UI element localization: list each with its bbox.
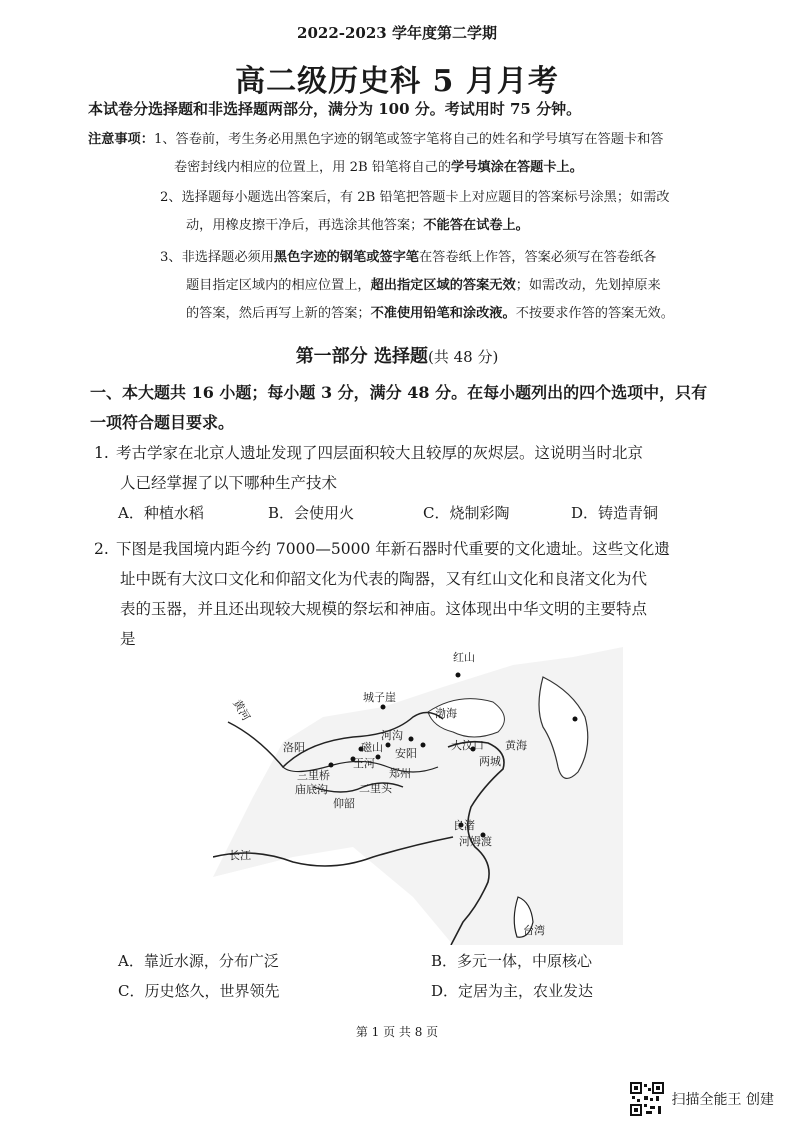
note-2-text-2a: 动，用橡皮擦干净后，再选涂其他答案； <box>186 218 424 233</box>
question-2-number: 2. <box>94 540 109 558</box>
q2-option-c[interactable]: C．历史悠久，世界领先 <box>118 982 280 1000</box>
note-3-text-1b: 黑色字迹的钢笔或签字笔 <box>273 250 419 265</box>
map-label-dawenkou: 大汶口 <box>451 739 484 752</box>
map-label-liangzhu: 良渚 <box>453 819 475 832</box>
question-2-line-4: 是 <box>120 630 136 648</box>
map-label-yangshao: 仰韶 <box>333 797 355 810</box>
map-label-miaodigou: 庙底沟 <box>295 783 328 796</box>
note-3-text-2b: 超出指定区域的答案无效 <box>370 278 516 293</box>
map-label-hongshan: 红山 <box>453 651 475 664</box>
map-label-anyang: 安阳 <box>395 747 417 760</box>
map-label-hemudu: 河姆渡 <box>459 835 492 848</box>
section-title: 第一部分 选择题 <box>295 346 428 367</box>
question-1-line-1: 考古学家在北京人遗址发现了四层面积较大且较厚的灰烬层。这说明当时北京 <box>116 444 644 462</box>
map-label-zhengzhou: 郑州 <box>389 767 411 780</box>
q2-option-a[interactable]: A．靠近水源，分布广泛 <box>118 952 279 970</box>
q1-option-b[interactable]: B．会使用火 <box>268 504 355 522</box>
note-3-line-3 <box>186 300 716 328</box>
note-3-text-1c: 在答卷纸上作答，答案必须写在答卷纸各 <box>418 250 657 265</box>
note-1-text-2b: 学号填涂在答题卡上。 <box>451 160 583 175</box>
note-3-text-1a: 3、非选择题必须用 <box>160 250 274 265</box>
q1-option-a[interactable]: A．种植水稻 <box>118 504 204 522</box>
question-2 <box>94 534 726 654</box>
note-2-text-2b: 不能答在试卷上。 <box>423 218 529 233</box>
question-2-line-3: 表的玉器，并且还出现较大规模的祭坛和神庙。这体现出中华文明的主要特点 <box>120 600 648 618</box>
qr-code-icon <box>630 1082 664 1116</box>
question-2-line-1: 下图是我国境内距今约 7000—5000 年新石器时代重要的文化遗址。这些文化遗 <box>116 540 670 558</box>
page-footer: 第 1 页 共 8 页 <box>355 1025 439 1039</box>
map-label-bohai: 渤海 <box>435 707 457 720</box>
q1-option-c[interactable]: C．烧制彩陶 <box>423 504 510 522</box>
map-label-huanghai: 黄海 <box>505 739 527 752</box>
note-1-line-2 <box>174 154 714 182</box>
question-1-line-2: 人已经掌握了以下哪种生产技术 <box>120 474 338 492</box>
note-3-line-2 <box>186 272 716 300</box>
map-label-chengziya: 城子崖 <box>363 691 396 704</box>
map-label-cishan: 磁山 <box>361 741 383 754</box>
part-intro-line-1: 一、本大题共 16 小题；每小题 3 分，满分 48 分。在每小题列出的四个选项中，只有 <box>90 383 708 402</box>
note-3-text-3c: 不按要求作答的答案无效。 <box>515 306 674 321</box>
map-label-changjiang: 长江 <box>229 849 251 862</box>
exam-intro: 本试卷分选择题和非选择题两部分，满分为 100 分。考试用时 75 分钟。 <box>88 100 582 118</box>
notes-label: 注意事项： <box>88 132 154 147</box>
note-2-line-1: 2、选择题每小题选出答案后，有 2B 铅笔把答题卡上对应题目的答案标号涂黑；如需改 <box>160 190 670 205</box>
question-2-options <box>118 950 718 1010</box>
question-1-options <box>118 502 718 526</box>
exam-title: 高二级历史科 5 月月考 <box>235 64 559 99</box>
note-3-text-3b: 不准使用铅笔和涂改液。 <box>370 306 516 321</box>
map-label-erlitou: 二里头 <box>359 782 392 795</box>
map-label-huanghe: 黄河 <box>230 697 253 724</box>
note-3-text-3a: 的答案，然后再写上新的答案； <box>186 306 371 321</box>
scanner-watermark <box>630 1082 774 1116</box>
question-1-number: 1. <box>94 444 109 462</box>
q1-option-d[interactable]: D．铸造青铜 <box>571 504 659 522</box>
exam-term: 2022-2023 学年度第二学期 <box>297 24 497 42</box>
neolithic-sites-map <box>213 647 623 945</box>
map-label-taiwan: 台湾 <box>523 924 545 937</box>
note-3-text-2c: ；如需改动，先划掉原来 <box>515 278 661 293</box>
map-label-liangcheng: 两城 <box>479 755 501 768</box>
q2-option-b[interactable]: B．多元一体，中原核心 <box>431 952 593 970</box>
map-label-luoyang: 洛阳 <box>283 741 305 754</box>
map-label-hexi: 河沟 <box>381 729 403 742</box>
section-heading <box>0 342 794 368</box>
note-1-text-2a: 卷密封线内相应的位置上，用 2B 铅笔将自己的 <box>174 160 452 175</box>
section-score: (共 48 分) <box>427 348 499 366</box>
q2-option-d[interactable]: D．定居为主，农业发达 <box>431 982 594 1000</box>
note-3-text-2a: 题目指定区域内的相应位置上， <box>186 278 371 293</box>
part-intro-line-2: 一项符合题目要求。 <box>90 413 235 432</box>
note-3-line-1 <box>160 244 720 272</box>
map-label-wanghe: 王河 <box>353 757 375 770</box>
map-label-sanliqiao: 三里桥 <box>297 769 330 782</box>
part-intro <box>90 378 730 438</box>
question-2-line-2: 址中既有大汶口文化和仰韶文化为代表的陶器，又有红山文化和良渚文化为代 <box>120 570 648 588</box>
note-2-line-2 <box>186 212 716 240</box>
note-1-text: 1、答卷前，考生务必用黑色字迹的钢笔或签字笔将自己的姓名和学号填写在答题卡和答 <box>153 132 664 147</box>
map-drawing <box>213 647 623 945</box>
question-1 <box>94 438 726 498</box>
note-1-line-1 <box>88 126 708 154</box>
scanner-text: 扫描全能王 创建 <box>671 1092 774 1108</box>
